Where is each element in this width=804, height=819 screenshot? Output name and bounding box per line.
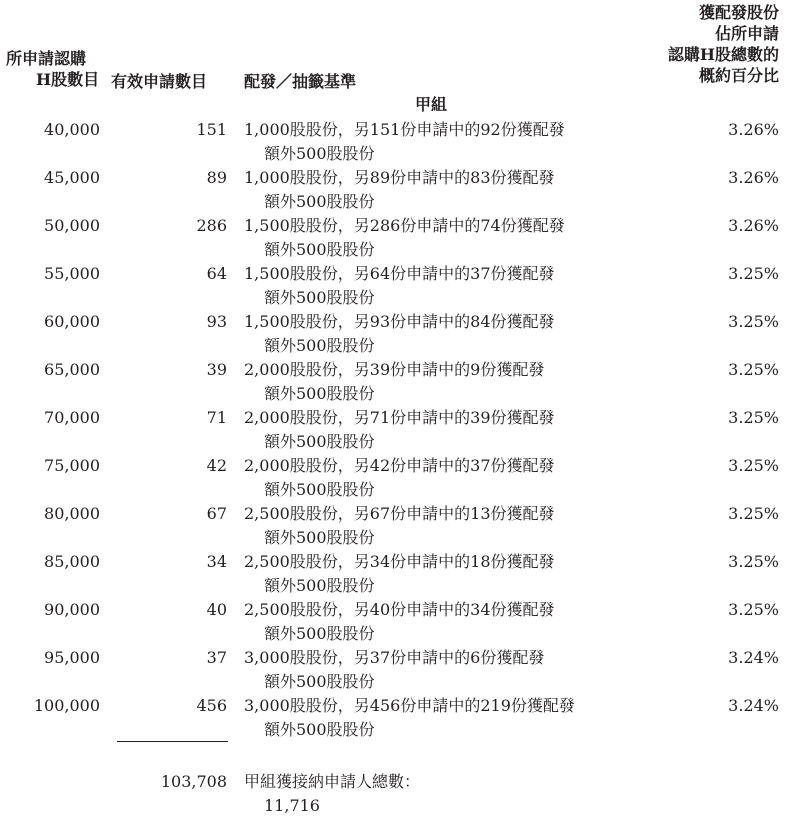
cell-basis xyxy=(244,406,644,454)
cell-basis-line2: 額外500股股份 xyxy=(264,480,375,499)
cell-basis xyxy=(244,646,644,694)
cell-applications: 40 xyxy=(206,600,227,619)
cell-basis-line1: 1,000股股份，另151份申請中的92份獲配發 xyxy=(244,120,565,139)
cell-shares: 45,000 xyxy=(44,168,100,187)
cell-applications: 456 xyxy=(196,696,227,715)
cell-applications: 37 xyxy=(206,648,227,667)
cell-shares: 75,000 xyxy=(44,456,100,475)
header-h-shares-applied-line1: 所申請認購 xyxy=(6,49,87,68)
cell-percentage: 3.26% xyxy=(728,120,779,139)
cell-applications: 71 xyxy=(206,408,227,427)
cell-shares: 90,000 xyxy=(44,600,100,619)
table-row xyxy=(0,262,804,310)
header-approx-percentage-line2: 佔所申請 xyxy=(714,24,779,43)
total-divider xyxy=(117,741,228,742)
cell-basis xyxy=(244,598,644,646)
cell-basis-line1: 2,000股股份，另39份申請中的9份獲配發 xyxy=(244,360,545,379)
cell-basis-line2: 額外500股股份 xyxy=(264,432,375,451)
table-row xyxy=(0,598,804,646)
table-row xyxy=(0,646,804,694)
table-row xyxy=(0,118,804,166)
table-row xyxy=(0,694,804,742)
cell-basis xyxy=(244,214,644,262)
total-successful-label: 甲組獲接納申請人總數： xyxy=(244,772,421,791)
cell-basis-line2: 額外500股股份 xyxy=(264,624,375,643)
header-approx-percentage-line4: 概約百分比 xyxy=(698,66,779,85)
cell-basis-line2: 額外500股股份 xyxy=(264,336,375,355)
cell-basis-line1: 1,000股股份，另89份申請中的83份獲配發 xyxy=(244,168,555,187)
cell-basis-line1: 2,000股股份，另71份申請中的39份獲配發 xyxy=(244,408,555,427)
cell-applications: 286 xyxy=(196,216,227,235)
cell-percentage: 3.26% xyxy=(728,216,779,235)
cell-basis-line2: 額外500股股份 xyxy=(264,288,375,307)
cell-applications: 64 xyxy=(206,264,227,283)
cell-percentage: 3.24% xyxy=(728,648,779,667)
cell-applications: 39 xyxy=(206,360,227,379)
cell-basis-line1: 2,500股股份，另67份申請中的13份獲配發 xyxy=(244,504,555,523)
group-label: 甲組 xyxy=(415,95,448,114)
cell-basis-line2: 額外500股股份 xyxy=(264,240,375,259)
cell-basis-line1: 3,000股股份，另456份申請中的219份獲配發 xyxy=(244,696,575,715)
table-row xyxy=(0,406,804,454)
cell-basis-line1: 1,500股股份，另286份申請中的74份獲配發 xyxy=(244,216,565,235)
cell-percentage: 3.25% xyxy=(728,264,779,283)
cell-shares: 100,000 xyxy=(33,696,100,715)
cell-shares: 50,000 xyxy=(44,216,100,235)
cell-basis-line2: 額外500股股份 xyxy=(264,576,375,595)
allotment-table xyxy=(0,118,804,742)
cell-percentage: 3.25% xyxy=(728,600,779,619)
cell-applications: 151 xyxy=(196,120,227,139)
cell-shares: 55,000 xyxy=(44,264,100,283)
cell-basis-line2: 額外500股股份 xyxy=(264,192,375,211)
cell-basis xyxy=(244,694,644,742)
cell-shares: 70,000 xyxy=(44,408,100,427)
cell-shares: 60,000 xyxy=(44,312,100,331)
cell-applications: 67 xyxy=(206,504,227,523)
cell-percentage: 3.26% xyxy=(728,168,779,187)
header-valid-applications: 有效申請數目 xyxy=(111,72,208,91)
cell-basis-line1: 1,500股股份，另64份申請中的37份獲配發 xyxy=(244,264,555,283)
cell-applications: 93 xyxy=(206,312,227,331)
cell-percentage: 3.25% xyxy=(728,312,779,331)
cell-basis-line2: 額外500股股份 xyxy=(264,384,375,403)
total-applications: 103,708 xyxy=(160,772,227,791)
cell-percentage: 3.25% xyxy=(728,504,779,523)
cell-percentage: 3.25% xyxy=(728,552,779,571)
header-approx-percentage-line3: 認購H股總數的 xyxy=(667,45,779,64)
cell-percentage: 3.25% xyxy=(728,360,779,379)
cell-basis-line2: 額外500股股份 xyxy=(264,144,375,163)
header-h-shares-applied xyxy=(6,48,99,90)
cell-basis xyxy=(244,262,644,310)
cell-basis-line2: 額外500股股份 xyxy=(264,672,375,691)
cell-basis-line1: 2,500股股份，另34份申請中的18份獲配發 xyxy=(244,552,555,571)
table-row xyxy=(0,454,804,502)
cell-basis-line1: 3,000股股份，另37份申請中的6份獲配發 xyxy=(244,648,545,667)
header-approx-percentage-line1: 獲配發股份 xyxy=(698,3,779,22)
cell-applications: 42 xyxy=(206,456,227,475)
cell-shares: 80,000 xyxy=(44,504,100,523)
cell-applications: 89 xyxy=(206,168,227,187)
cell-basis xyxy=(244,310,644,358)
cell-applications: 34 xyxy=(206,552,227,571)
cell-basis-line1: 2,000股股份，另42份申請中的37份獲配發 xyxy=(244,456,555,475)
cell-basis-line2: 額外500股股份 xyxy=(264,720,375,739)
cell-basis xyxy=(244,358,644,406)
cell-percentage: 3.25% xyxy=(728,456,779,475)
table-row xyxy=(0,550,804,598)
cell-shares: 95,000 xyxy=(44,648,100,667)
table-row xyxy=(0,310,804,358)
cell-basis xyxy=(244,454,644,502)
table-row xyxy=(0,502,804,550)
header-h-shares-applied-line2: H股數目 xyxy=(36,70,100,89)
table-row xyxy=(0,214,804,262)
cell-basis xyxy=(244,550,644,598)
cell-shares: 40,000 xyxy=(44,120,100,139)
cell-basis xyxy=(244,166,644,214)
cell-basis xyxy=(244,118,644,166)
cell-basis-line2: 額外500股股份 xyxy=(264,528,375,547)
cell-basis-line1: 1,500股股份，另93份申請中的84份獲配發 xyxy=(244,312,555,331)
cell-shares: 85,000 xyxy=(44,552,100,571)
cell-basis-line1: 2,500股股份，另40份申請中的34份獲配發 xyxy=(244,600,555,619)
cell-percentage: 3.25% xyxy=(728,408,779,427)
cell-basis xyxy=(244,502,644,550)
total-successful-count: 11,716 xyxy=(264,796,320,815)
header-approx-percentage xyxy=(668,2,779,86)
table-row xyxy=(0,166,804,214)
header-allotment-basis: 配發／抽籤基準 xyxy=(244,72,357,91)
cell-shares: 65,000 xyxy=(44,360,100,379)
table-row xyxy=(0,358,804,406)
cell-percentage: 3.24% xyxy=(728,696,779,715)
